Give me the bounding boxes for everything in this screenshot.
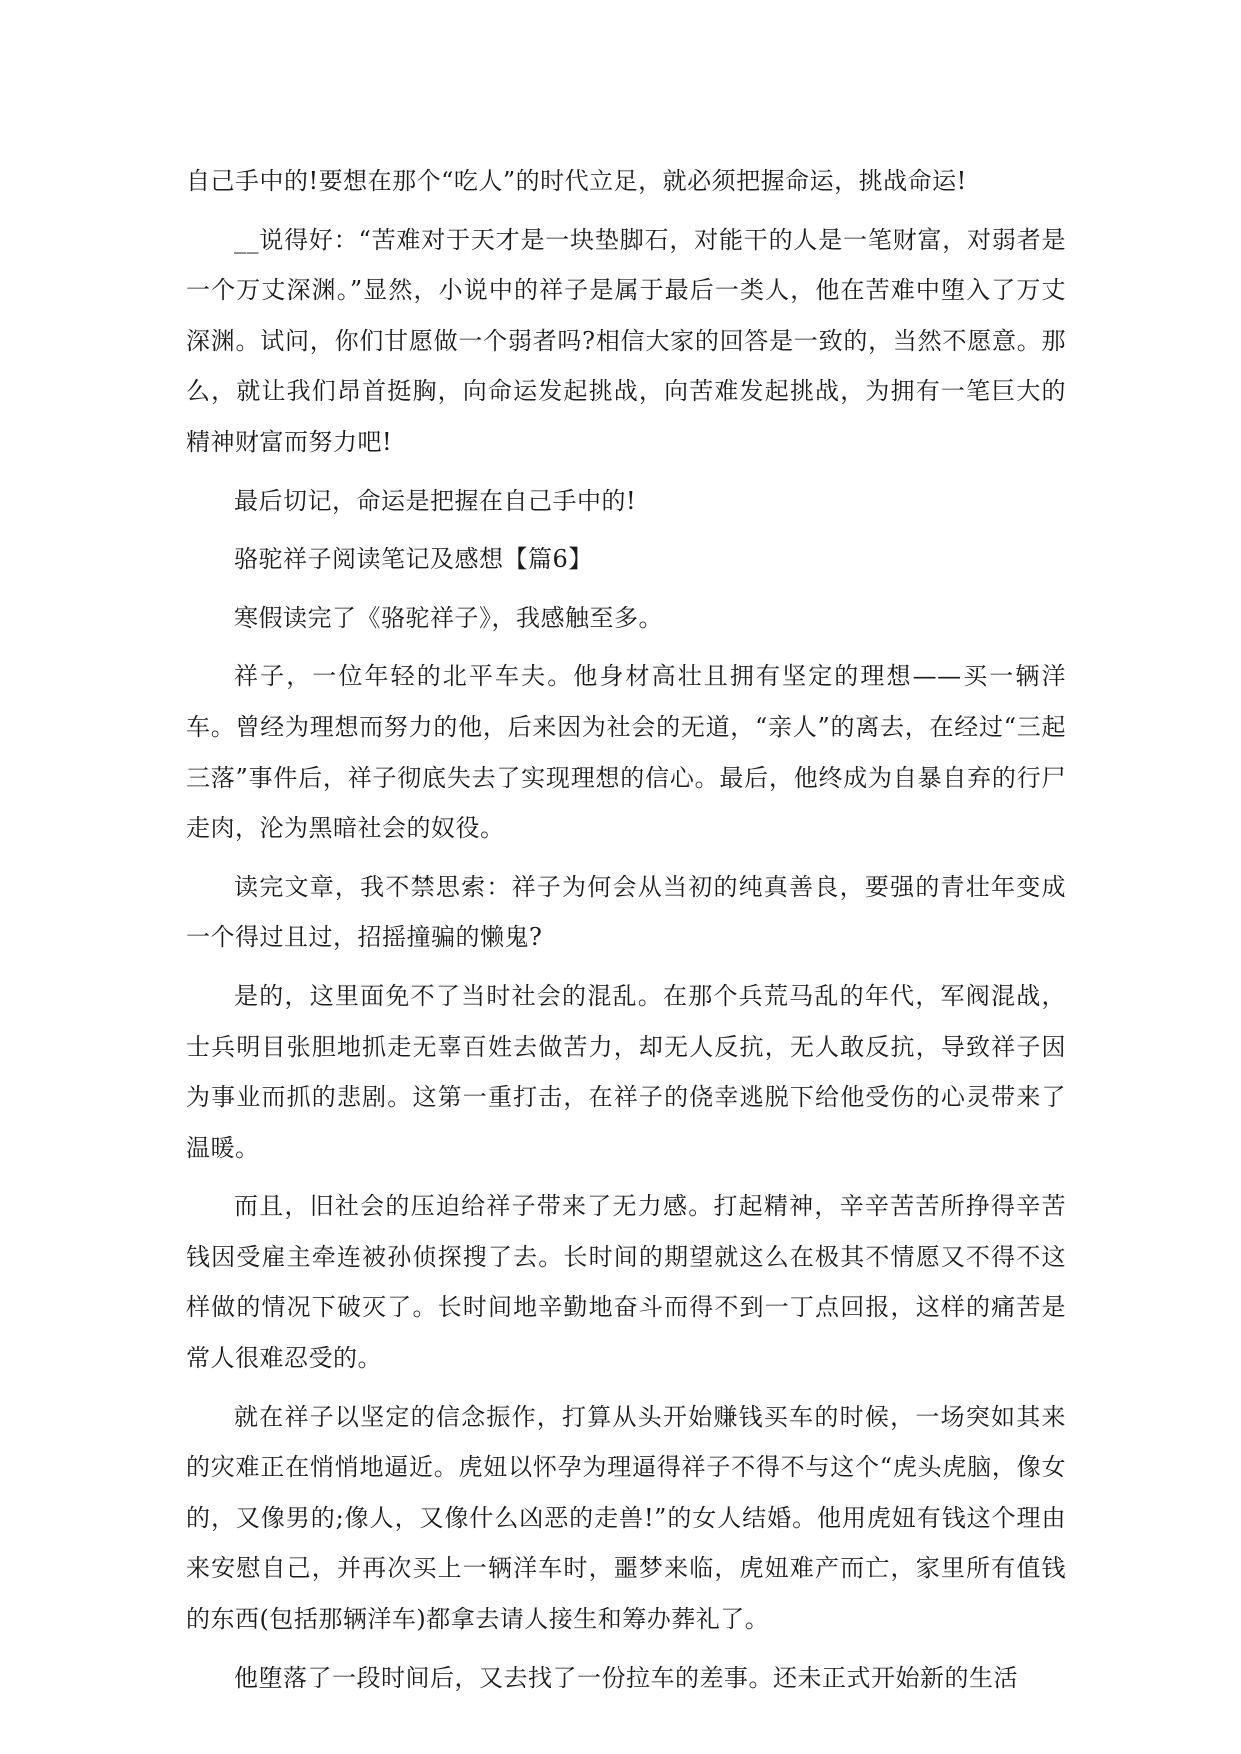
paragraph: 他堕落了一段时间后，又去找了一份拉车的差事。还未正式开始新的生活 (234, 1663, 1018, 1692)
paragraph: 就在祥子以坚定的信念振作，打算从头开始赚钱买车的时候，一场突如其来的灾难正在悄悄地逼近。虎妞以怀孕为理逼得祥子不得不与这个“虎头虎脑，像女的，又像男的;像人，又像什么凶恶的走兽!”的女人结婚。他用虎妞有钱这个理由来安慰自己，并再次买上一辆洋车时，噩梦来临，虎妞难产而亡，家里所有值钱的东西(包括那辆洋车)都拿去请人接生和筹办葬礼了。 (186, 1402, 1066, 1634)
paragraph: 最后切记，命运是把握在自己手中的! (234, 486, 637, 515)
paragraph: __说得好：“苦难对于天才是一块垫脚石，对能干的人是一笔财富，对弱者是一个万丈深渊。”显然，小说中的祥子是属于最后一类人，他在苦难中堕入了万丈深渊。试问，你们甘愿做一个弱者吗?相信大家的回答是一致的，当然不愿意。那么，就让我们昂首挺胸，向命运发起挑战，向苦难发起挑战，为拥有一笔巨大的精神财富而努力吧! (186, 225, 1066, 456)
section-heading: 骆驼祥子阅读笔记及感想【篇6】 (234, 545, 593, 574)
paragraph: 自己手中的!要想在那个“吃人”的时代立足，就必须把握命运，挑战命运! (186, 167, 967, 195)
paragraph: 寒假读完了《骆驼祥子》，我感触至多。 (234, 603, 663, 632)
paragraph: 是的，这里面免不了当时社会的混乱。在那个兵荒马乱的年代，军阀混战，士兵明目张胆地抓走无辜百姓去做苦力，却无人反抗，无人敢反抗，导致祥子因为事业而抓的悲剧。这第一重打击，在祥子的侥幸逃脱下给他受伤的心灵带来了温暖。 (186, 981, 1066, 1162)
paragraph: 而且，旧社会的压迫给祥子带来了无力感。打起精神，辛辛苦苦所挣得辛苦钱因受雇主牵连被孙侦探搜了去。长时间的期望就这么在极其不情愿又不得不这样做的情况下破灭了。长时间地辛勤地奋斗而得不到一丁点回报，这样的痛苦是常人很难忍受的。 (186, 1192, 1066, 1373)
document-body (186, 156, 1066, 1711)
paragraph: 读完文章，我不禁思索：祥子为何会从当初的纯真善良，要强的青壮年变成一个得过且过，招摇撞骗的懒鬼? (186, 872, 1066, 952)
paragraph: 祥子，一位年轻的北平车夫。他身材高壮且拥有坚定的理想——买一辆洋车。曾经为理想而努力的他，后来因为社会的无道，“亲人”的离去，在经过“三起三落”事件后，祥子彻底失去了实现理想的信心。最后，他终成为自暴自弃的行尸走肉，沦为黑暗社会的奴役。 (186, 662, 1066, 843)
